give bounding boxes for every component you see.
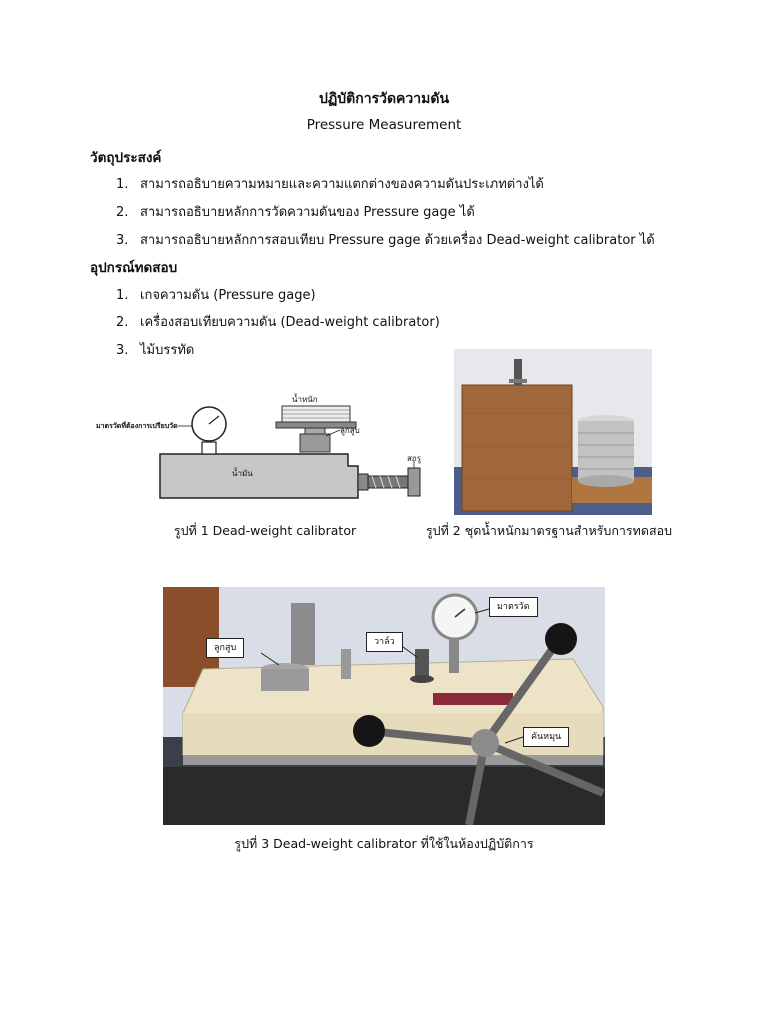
list-item: 2. เครื่องสอบเทียบความดัน (Dead-weight calibrator) bbox=[116, 315, 440, 330]
list-item: 1. เกจความดัน (Pressure gage) bbox=[116, 288, 316, 303]
fig3-piston-label: ลูกสูบ bbox=[206, 638, 244, 658]
fig3-valve-label: วาล์ว bbox=[366, 632, 403, 652]
equipment-heading: อุปกรณ์ทดสอบ bbox=[90, 260, 178, 276]
lab-calibrator-photo bbox=[163, 587, 605, 825]
weight-label: น้ำหนัก bbox=[292, 395, 318, 404]
fig3-gauge-label: มาตรวัด bbox=[489, 597, 538, 617]
figure1-caption: รูปที่ 1 Dead-weight calibrator bbox=[173, 523, 357, 538]
screw-label: สกรู bbox=[407, 454, 422, 463]
weights-set-photo bbox=[454, 349, 652, 515]
list-item: 1. สามารถอธิบายความหมายและความแตกต่างของความดันประเภทต่างได้ bbox=[116, 177, 544, 192]
figure2-caption: รูปที่ 2 ชุดน้ำหนักมาตรฐานสำหรับการทดสอบ bbox=[425, 523, 673, 538]
figure3-caption: รูปที่ 3 Dead-weight calibrator ที่ใช้ในห้องปฏิบัติการ bbox=[234, 836, 534, 851]
objectives-heading: วัตถุประสงค์ bbox=[90, 150, 162, 166]
list-item: 3. ไม้บรรทัด bbox=[116, 343, 195, 358]
list-item: 3. สามารถอธิบายหลักการสอบเทียบ Pressure gage ด้วยเครื่อง Dead-weight calibrator ได้ bbox=[116, 233, 655, 248]
oil-label: น้ำมัน bbox=[232, 469, 253, 478]
dead-weight-schematic bbox=[90, 386, 435, 510]
list-item: 2. สามารถอธิบายหลักการวัดความดันของ Pressure gage ได้ bbox=[116, 205, 475, 220]
fig3-handle-label: คันหมุน bbox=[523, 727, 569, 747]
page-title: ปฏิบัติการวัดความดัน bbox=[318, 91, 450, 107]
page-subtitle: Pressure Measurement bbox=[306, 117, 462, 133]
gauge-label: มาตรวัดที่ต้องการเปรียบวัด bbox=[96, 422, 178, 430]
piston-label: ลูกสูบ bbox=[340, 426, 360, 435]
